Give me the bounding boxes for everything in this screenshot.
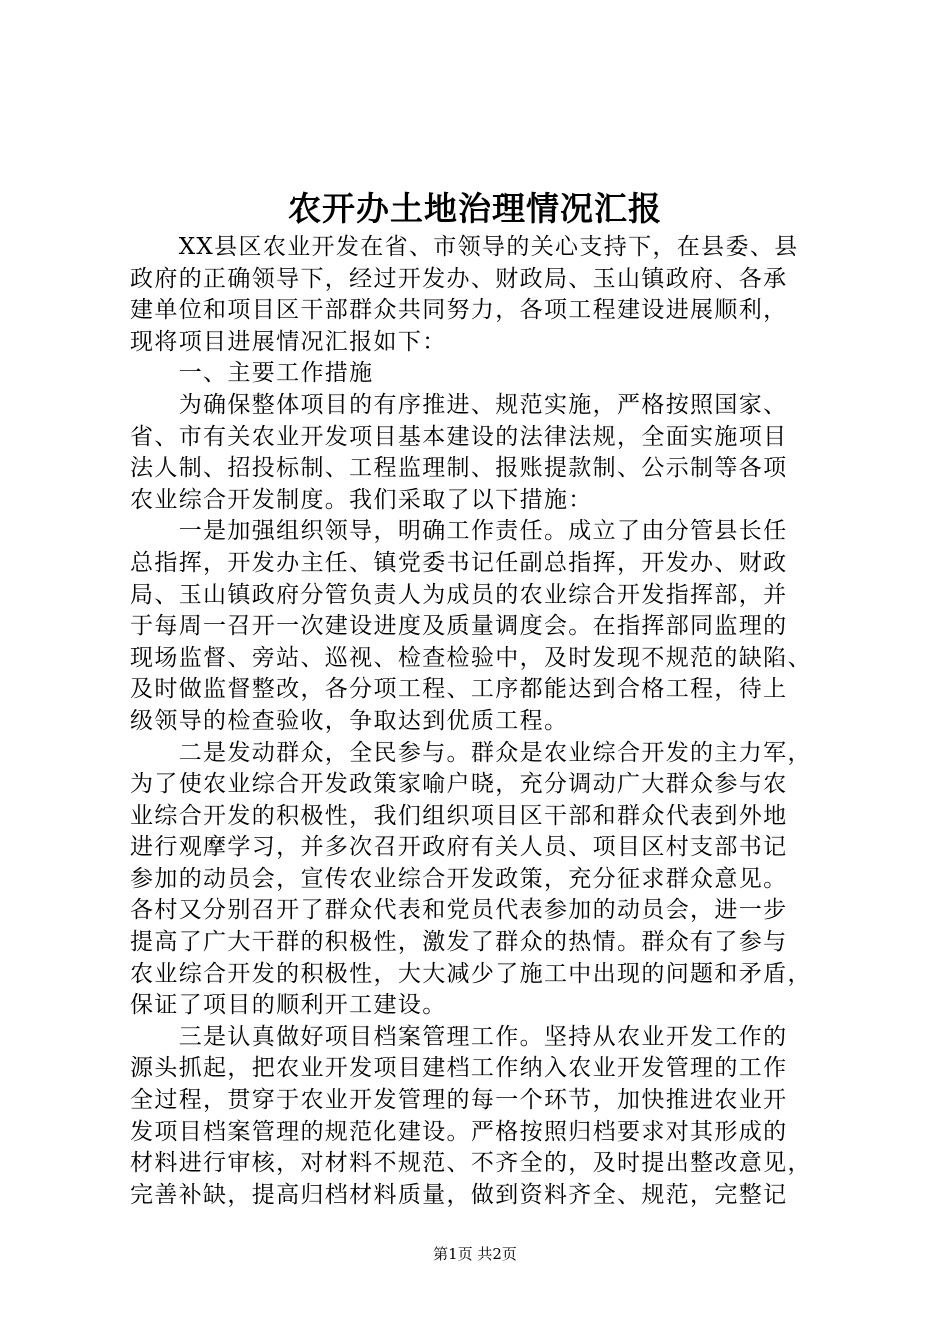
text-line: XX县区农业开发在省、市领导的关心支持下，在县委、县: [130, 234, 799, 260]
text-line: 为了使农业综合开发政策家喻户晓，充分调动广大群众参与农: [130, 771, 788, 798]
text-line: 省、市有关农业开发项目基本建设的法律法规，全面实施项目: [130, 423, 788, 450]
text-line: 农业综合开发的积极性，大大减少了施工中出现的问题和矛盾，: [130, 960, 812, 987]
text-line: 为确保整体项目的有序推进、规范实施，严格按照国家、: [130, 391, 788, 418]
text-line: 二是发动群众，全民参与。群众是农业综合开发的主力军，: [130, 739, 812, 766]
text-line: 材料进行审核，对材料不规范、不齐全的，及时提出整改意见，: [130, 1150, 812, 1177]
text-line: 提高了广大干群的积极性，激发了群众的热情。群众有了参与: [130, 929, 788, 956]
text-line: 政府的正确领导下，经过开发办、财政局、玉山镇政府、各承: [130, 265, 788, 292]
text-line: 及时做监督整改，各分项工程、工序都能达到合格工程，待上: [130, 676, 788, 703]
text-line: 建单位和项目区干部群众共同努力，各项工程建设进展顺利，: [130, 297, 788, 324]
text-line: 源头抓起，把农业开发项目建档工作纳入农业开发管理的工作: [130, 1055, 788, 1082]
text-line: 局、玉山镇政府分管负责人为成员的农业综合开发指挥部，并: [130, 581, 788, 608]
text-line: 一、主要工作措施: [130, 360, 374, 387]
text-line: 现场监督、旁站、巡视、检查检验中，及时发现不规范的缺陷、: [130, 644, 812, 671]
text-line: 总指挥，开发办主任、镇党委书记任副总指挥，开发办、财政: [130, 549, 788, 576]
document-title: 农开办土地治理情况汇报: [288, 189, 662, 228]
text-line: 法人制、招投标制、工程监理制、报账提款制、公示制等各项: [130, 455, 788, 482]
text-line: 各村又分别召开了群众代表和党员代表参加的动员会，进一步: [130, 897, 788, 924]
text-line: 于每周一召开一次建设进度及质量调度会。在指挥部同监理的: [130, 613, 788, 640]
text-line: 参加的动员会，宣传农业综合开发政策，充分征求群众意见。: [130, 865, 788, 892]
text-line: 农业综合开发制度。我们采取了以下措施：: [130, 486, 593, 513]
document-body: [130, 232, 835, 1211]
page-footer: 第1页 共2页: [433, 1245, 517, 1263]
text-line: 现将项目进展情况汇报如下：: [130, 328, 447, 355]
text-line: 一是加强组织领导，明确工作责任。成立了由分管县长任: [130, 518, 788, 545]
text-line: 全过程，贯穿于农业开发管理的每一个环节，加快推进农业开: [130, 1087, 788, 1114]
text-line: 级领导的检查验收，争取达到优质工程。: [130, 707, 569, 734]
text-line: 完善补缺，提高归档材料质量，做到资料齐全、规范，完整记: [130, 1181, 788, 1208]
text-line: 三是认真做好项目档案管理工作。坚持从农业开发工作的: [130, 1023, 788, 1050]
text-line: 进行观摩学习，并多次召开政府有关人员、项目区村支部书记: [130, 834, 788, 861]
text-line: 业综合开发的积极性，我们组织项目区干部和群众代表到外地: [130, 802, 788, 829]
text-line: 发项目档案管理的规范化建设。严格按照归档要求对其形成的: [130, 1118, 788, 1145]
text-line: 保证了项目的顺利开工建设。: [130, 992, 447, 1019]
